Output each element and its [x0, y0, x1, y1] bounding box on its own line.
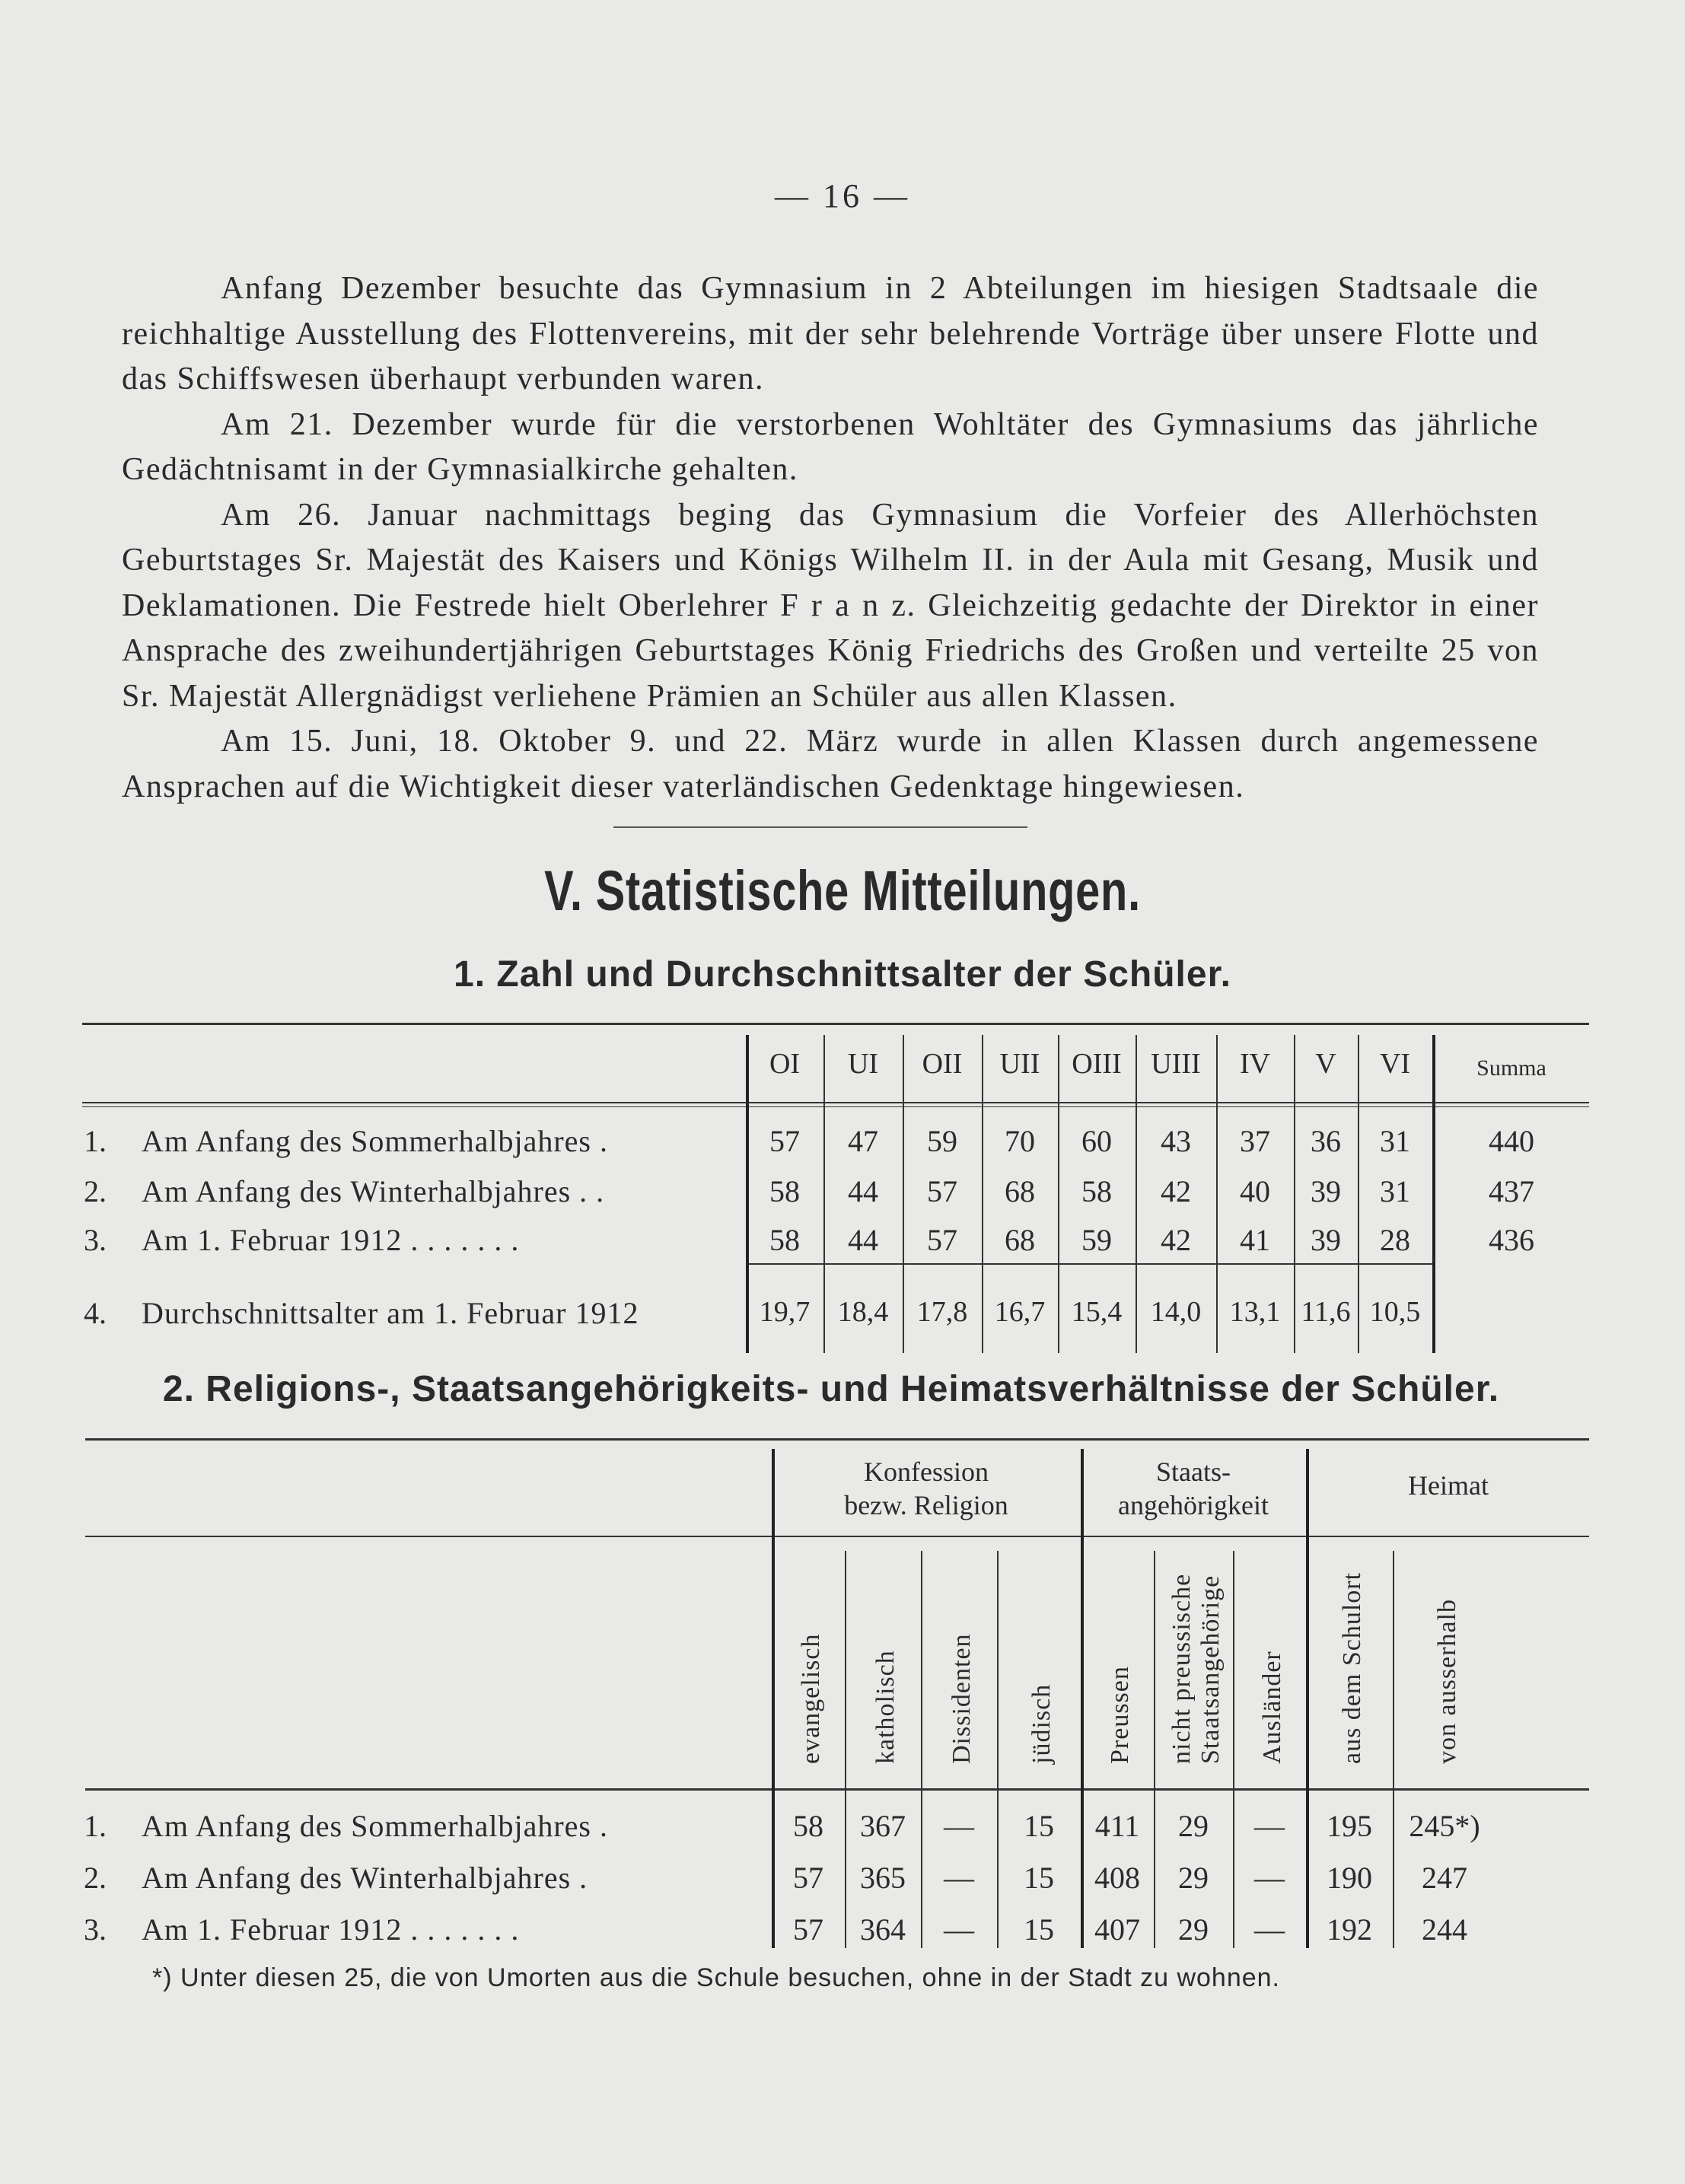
group-header-line: Konfession [864, 1457, 989, 1487]
table-cell: 31 [1380, 1174, 1410, 1208]
table-cell: 29 [1178, 1861, 1209, 1895]
table-rule [82, 1106, 1589, 1107]
table-cell: 58 [793, 1809, 823, 1843]
table-cell: 58 [769, 1174, 800, 1208]
row-label: Am Anfang des Winterhalbjahres . [142, 1861, 588, 1895]
table-cell: 59 [927, 1124, 957, 1158]
table-cell: 28 [1380, 1223, 1410, 1257]
table-cell: 57 [793, 1861, 823, 1895]
paragraph: Am 15. Juni, 18. Oktober 9. und 22. März wurde in allen Klassen durch angemessene Ansprachen auf die Wichtigkeit dieser vaterländischen Gedenktage hingewiesen. [122, 724, 1539, 804]
paragraph: Am 21. Dezember wurde für die verstorbenen Wohltäter des Gymnasiums das jährliche Gedächtnisamt in der Gymnasialkirche gehalten. [122, 406, 1539, 487]
table-cell: 245*) [1409, 1809, 1480, 1843]
table-cell: 60 [1081, 1124, 1112, 1158]
table-cell: 437 [1489, 1174, 1534, 1208]
row-number: 3. [84, 1223, 107, 1257]
row-number: 2. [84, 1174, 107, 1208]
group-header-line: Heimat [1408, 1470, 1489, 1501]
table-cell: 15 [1024, 1809, 1054, 1843]
table-cell: — [944, 1861, 974, 1895]
group-header [1081, 1455, 1306, 1522]
table-cell: 59 [1081, 1223, 1112, 1257]
group-header [1306, 1469, 1591, 1502]
table-cell: 42 [1161, 1174, 1191, 1208]
group-header-line: bezw. Religion [844, 1490, 1008, 1520]
column-header: Ausländer [1258, 1651, 1286, 1764]
row-number: 1. [84, 1809, 107, 1843]
table-cell: 43 [1161, 1124, 1191, 1158]
column-header: UII [999, 1048, 1040, 1080]
column-header: VI [1379, 1048, 1411, 1080]
column-header: OII [922, 1048, 963, 1080]
table-cell: 192 [1327, 1912, 1372, 1947]
column-header: katholisch [871, 1650, 900, 1764]
table-cell: 29 [1178, 1912, 1209, 1947]
table-cell: 47 [848, 1124, 878, 1158]
table-rule [82, 1102, 1589, 1103]
table-cell: 15,4 [1071, 1296, 1123, 1328]
group-header [772, 1455, 1081, 1522]
page-number: — 16 — [775, 177, 910, 215]
table-cell: 15 [1024, 1912, 1054, 1947]
table-cell: 13,1 [1229, 1296, 1281, 1328]
table-cell: 42 [1161, 1223, 1191, 1257]
table-cell: 195 [1327, 1809, 1372, 1843]
footnote: *) Unter diesen 25, die von Umorten aus die Schule besuchen, ohne in der Stadt zu wohnen. [152, 1963, 1280, 1992]
table-cell: 39 [1311, 1174, 1341, 1208]
column-header: Summa [1476, 1055, 1546, 1081]
row-label: Am Anfang des Sommerhalbjahres . [142, 1124, 608, 1158]
table-cell: 57 [927, 1174, 957, 1208]
row-number: 2. [84, 1861, 107, 1895]
column-header: UIII [1151, 1048, 1201, 1080]
table1-title: 1. Zahl und Durchschnittsalter der Schüler. [454, 954, 1231, 995]
table-cell: 40 [1240, 1174, 1270, 1208]
table-cell: 408 [1094, 1861, 1140, 1895]
table-cell: 57 [769, 1124, 800, 1158]
paragraph: Am 26. Januar nachmittags beging das Gymnasium die Vorfeier des Allerhöchsten Geburtstages Sr. Majestät des Kaisers und Königs Wilhelm II. in der Aula mit Gesang, Musik und Deklamationen. Die Festrede hielt Oberlehrer F r a n z. Gleichzeitig gedachte der Direktor in einer Ansprache des zweihundertjährigen Geburtstages König Friedrichs des Großen und verteilte 25 von Sr. Majestät Allergnädigst verliehene Prämien an Schüler aus allen Klassen. [122, 497, 1539, 714]
table-cell: 68 [1005, 1174, 1035, 1208]
table-cell: 29 [1178, 1809, 1209, 1843]
table-cell: 18,4 [837, 1296, 889, 1328]
table-cell: 440 [1489, 1124, 1534, 1158]
column-header: UI [847, 1048, 879, 1080]
row-label: Durchschnittsalter am 1. Februar 1912 [142, 1296, 639, 1330]
column-header: Dissidenten [948, 1633, 976, 1764]
row-number: 1. [84, 1124, 107, 1158]
table-cell: 16,7 [994, 1296, 1046, 1328]
table-cell: 44 [848, 1223, 878, 1257]
table-cell: 11,6 [1301, 1296, 1351, 1328]
table-cell: 58 [1081, 1174, 1112, 1208]
table-cell: 44 [848, 1174, 878, 1208]
column-header: von ausserhalb [1433, 1598, 1461, 1764]
row-number: 4. [84, 1296, 107, 1330]
body-text [122, 266, 1539, 810]
table-cell: 19,7 [759, 1296, 811, 1328]
table-rule [85, 1438, 1589, 1441]
table-cell: 411 [1094, 1809, 1140, 1843]
column-header: jüdisch [1027, 1683, 1056, 1764]
group-header-line: Staats- [1156, 1457, 1231, 1487]
table-cell: 70 [1005, 1124, 1035, 1158]
table-cell: 190 [1327, 1861, 1372, 1895]
row-number: 3. [84, 1912, 107, 1947]
table-rule [82, 1023, 1589, 1025]
table-cell: 10,5 [1369, 1296, 1421, 1328]
table-cell: 407 [1094, 1912, 1140, 1947]
column-header: OI [769, 1048, 801, 1080]
table-cell: 37 [1240, 1124, 1270, 1158]
column-header: aus dem Schulort [1338, 1571, 1366, 1764]
row-label: Am Anfang des Winterhalbjahres . . [142, 1174, 605, 1208]
row-label: Am 1. Februar 1912 . . . . . . . [142, 1912, 520, 1947]
row-label: Am Anfang des Sommerhalbjahres . [142, 1809, 608, 1843]
table-rule [746, 1263, 1432, 1265]
table-cell: 365 [860, 1861, 906, 1895]
table-rule [85, 1788, 1589, 1791]
column-header: V [1315, 1048, 1336, 1080]
table-cell: 436 [1489, 1223, 1534, 1257]
section-title: V. Statistische Mitteilungen. [544, 859, 1141, 922]
table-cell: 17,8 [916, 1296, 968, 1328]
table-cell: 15 [1024, 1861, 1054, 1895]
column-header: IV [1239, 1048, 1271, 1080]
column-header: OIII [1072, 1048, 1122, 1080]
table-cell: 57 [793, 1912, 823, 1947]
row-label: Am 1. Februar 1912 . . . . . . . [142, 1223, 520, 1257]
column-header: nicht preussische [1167, 1573, 1196, 1764]
table-cell: — [1254, 1809, 1285, 1843]
column-header: evangelisch [797, 1633, 825, 1764]
table-cell: — [1254, 1912, 1285, 1947]
table-cell: 41 [1240, 1223, 1270, 1257]
table-cell: 244 [1422, 1912, 1467, 1947]
table-cell: 58 [769, 1223, 800, 1257]
table-cell: 57 [927, 1223, 957, 1257]
table-cell: 14,0 [1150, 1296, 1202, 1328]
table2-title: 2. Religions-, Staatsangehörigkeits- und Heimatsverhältnisse der Schüler. [162, 1369, 1500, 1409]
table-cell: 39 [1311, 1223, 1341, 1257]
column-header: Staatsangehörige [1196, 1574, 1225, 1764]
table-cell: 31 [1380, 1124, 1410, 1158]
table-cell: — [1254, 1861, 1285, 1895]
paragraph: Anfang Dezember besuchte das Gymnasium in 2 Abteilungen im hiesigen Stadtsaale die reichhaltige Ausstellung des Flottenvereins, mit der sehr belehrende Vorträge über unsere Flotte und das Schiffswesen überhaupt verbunden waren. [122, 271, 1539, 396]
table-cell: — [944, 1912, 974, 1947]
column-header: Preussen [1106, 1666, 1134, 1764]
table-cell: 68 [1005, 1223, 1035, 1257]
table-rule [85, 1536, 1589, 1537]
table-cell: — [944, 1809, 974, 1843]
table-cell: 367 [860, 1809, 906, 1843]
table-cell: 247 [1422, 1861, 1467, 1895]
table-cell: 364 [860, 1912, 906, 1947]
divider [613, 826, 1027, 828]
group-header-line: angehörigkeit [1118, 1490, 1269, 1520]
table-cell: 36 [1311, 1124, 1341, 1158]
